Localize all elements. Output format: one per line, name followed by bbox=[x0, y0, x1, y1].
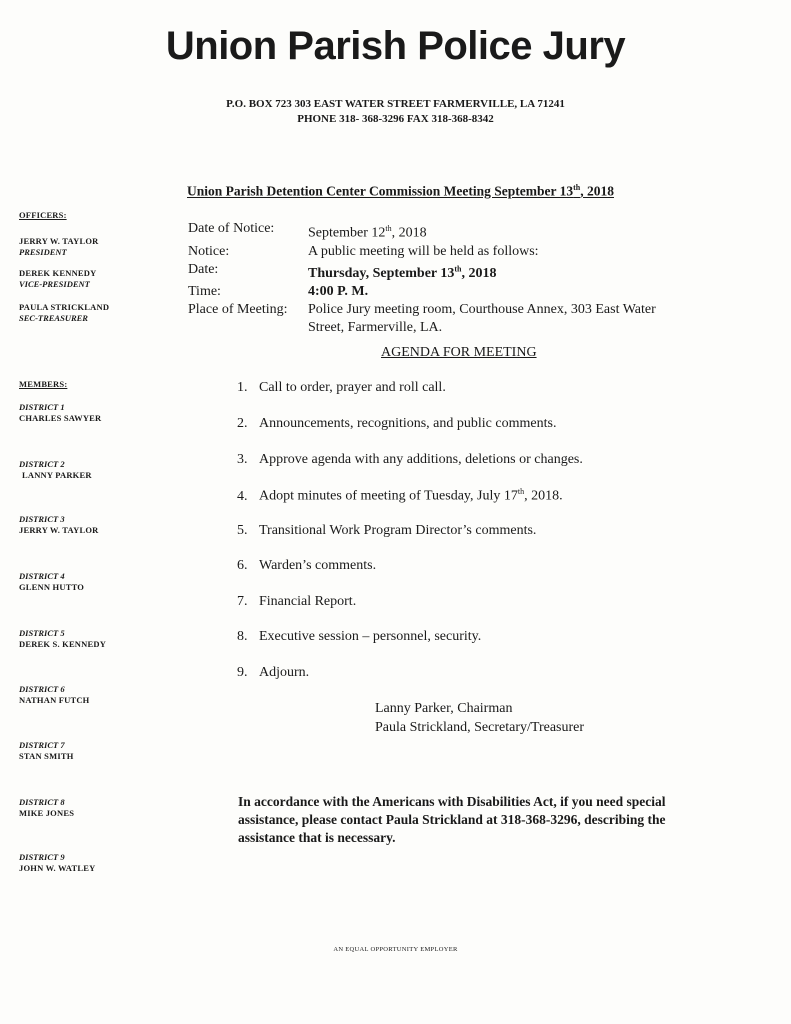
meeting-title-sup: th bbox=[573, 183, 581, 192]
agenda-item bbox=[237, 594, 356, 610]
member-district-6 bbox=[19, 684, 89, 706]
agenda-item-text: Warden’s comments. bbox=[259, 558, 377, 573]
notice-value: A public meeting will be held as follows: bbox=[308, 243, 539, 259]
member-name: NATHAN FUTCH bbox=[19, 695, 90, 705]
agenda-item-text: Announcements, recognitions, and public comments. bbox=[259, 416, 557, 431]
member-district-2 bbox=[19, 459, 92, 481]
officer-name: JERRY W. TAYLOR bbox=[19, 236, 99, 246]
officer-role: VICE-PRESIDENT bbox=[19, 279, 90, 289]
date-of-notice-sup: th bbox=[385, 224, 392, 233]
officer-name: PAULA STRICKLAND bbox=[19, 302, 110, 312]
notice-row-place bbox=[188, 301, 656, 319]
agenda-item-number: 6. bbox=[237, 558, 248, 573]
district-label: DISTRICT 7 bbox=[19, 740, 65, 750]
agenda-item-number: 7. bbox=[237, 594, 248, 609]
member-name: GLENN HUTTO bbox=[19, 582, 85, 592]
notice-label: Place of Meeting: bbox=[188, 302, 288, 318]
member-district-9 bbox=[19, 852, 95, 874]
notice-row-date-of-notice bbox=[188, 220, 656, 243]
agenda-item-number: 2. bbox=[237, 416, 248, 431]
agenda-item-text: Transitional Work Program Director’s comments. bbox=[259, 523, 537, 538]
agenda-item-sup: th bbox=[517, 487, 525, 496]
member-district-1 bbox=[19, 402, 101, 424]
agenda-item bbox=[237, 523, 536, 539]
agenda-item-text: Call to order, prayer and roll call. bbox=[259, 380, 446, 395]
member-name: JERRY W. TAYLOR bbox=[19, 525, 99, 535]
district-label: DISTRICT 5 bbox=[19, 628, 65, 638]
agenda-item-text: Adopt minutes of meeting of Tuesday, July 17 bbox=[259, 488, 518, 504]
ada-notice: In accordance with the Americans with Disabilities Act, if you need special assistance, please contact Paula Strickland at 318-368-3296, describing the assistance that is necessary. bbox=[238, 794, 666, 845]
meeting-title-year: , 2018 bbox=[580, 183, 614, 199]
notice-row-notice bbox=[188, 243, 656, 261]
member-name: DEREK S. KENNEDY bbox=[19, 639, 107, 649]
signature-secretary: Paula Strickland, Secretary/Treasurer bbox=[375, 720, 585, 735]
member-district-3 bbox=[19, 514, 98, 536]
notice-block bbox=[188, 220, 656, 337]
member-name: JOHN W. WATLEY bbox=[19, 863, 96, 873]
member-district-4 bbox=[19, 571, 84, 593]
notice-value: Police Jury meeting room, Courthouse Annex, 303 East Water bbox=[308, 302, 656, 318]
member-district-7 bbox=[19, 740, 74, 762]
district-label: DISTRICT 6 bbox=[19, 684, 65, 694]
agenda-item-text-end: , 2018. bbox=[524, 488, 563, 504]
member-name: CHARLES SAWYER bbox=[19, 413, 102, 423]
officer-name: DEREK KENNEDY bbox=[19, 268, 97, 278]
agenda-item-text: Approve agenda with any additions, deletions or changes. bbox=[259, 452, 583, 467]
agenda-item-text: Financial Report. bbox=[259, 594, 357, 609]
officer-role: PRESIDENT bbox=[19, 247, 67, 257]
notice-place-line2: Street, Farmerville, LA. bbox=[308, 320, 443, 336]
members-heading: MEMBERS: bbox=[19, 379, 68, 389]
notice-value bbox=[308, 261, 497, 284]
meeting-title-text: Union Parish Detention Center Commission Meeting September 13 bbox=[187, 183, 574, 199]
agenda-item bbox=[237, 380, 446, 396]
district-label: DISTRICT 1 bbox=[19, 402, 65, 412]
member-district-5 bbox=[19, 628, 106, 650]
agenda-item bbox=[237, 452, 583, 468]
notice-label: Date: bbox=[188, 261, 219, 277]
officer-role: SEC-TREASURER bbox=[19, 313, 88, 323]
notice-value bbox=[308, 220, 427, 243]
meeting-title bbox=[187, 183, 614, 200]
notice-label: Date of Notice: bbox=[188, 221, 275, 236]
agenda-item bbox=[237, 629, 481, 645]
notice-label: Notice: bbox=[188, 243, 230, 259]
officer-sec-treasurer bbox=[19, 302, 109, 324]
district-label: DISTRICT 9 bbox=[19, 852, 65, 862]
agenda-item bbox=[237, 665, 309, 681]
footer-eoe: AN EQUAL OPPORTUNITY EMPLOYER bbox=[333, 946, 458, 953]
notice-row-date bbox=[188, 261, 656, 284]
agenda-item-number: 9. bbox=[237, 665, 248, 680]
district-label: DISTRICT 3 bbox=[19, 514, 65, 524]
meeting-time: 4:00 P. M. bbox=[308, 284, 369, 300]
agenda-item bbox=[237, 416, 556, 432]
agenda-item bbox=[237, 558, 376, 574]
letterhead-phone: PHONE 318- 368-3296 FAX 318-368-8342 bbox=[297, 113, 494, 125]
agenda-item-number: 1. bbox=[237, 380, 248, 395]
member-name: LANNY PARKER bbox=[22, 470, 92, 480]
meeting-date-sup: th bbox=[454, 264, 462, 274]
agenda-item-text: Executive session – personnel, security. bbox=[259, 629, 482, 644]
meeting-date-year: , 2018 bbox=[461, 266, 497, 282]
officer-vice-president bbox=[19, 268, 96, 290]
member-name: STAN SMITH bbox=[19, 751, 74, 761]
officers-heading: OFFICERS: bbox=[19, 210, 67, 220]
district-label: DISTRICT 2 bbox=[19, 459, 65, 469]
agenda-item-number: 3. bbox=[237, 452, 248, 467]
agenda-item-text: Adjourn. bbox=[259, 665, 310, 680]
member-name: MIKE JONES bbox=[19, 808, 75, 818]
date-of-notice-text: September 12 bbox=[308, 225, 386, 241]
district-label: DISTRICT 4 bbox=[19, 571, 65, 581]
letterhead-address: P.O. BOX 723 303 EAST WATER STREET FARMERVILLE, LA 71241 bbox=[226, 98, 565, 110]
date-of-notice-year: , 2018 bbox=[391, 225, 427, 241]
agenda-item bbox=[237, 487, 563, 505]
agenda-heading: AGENDA FOR MEETING bbox=[381, 345, 537, 360]
notice-row-time bbox=[188, 283, 656, 301]
member-district-8 bbox=[19, 797, 74, 819]
notice-value bbox=[308, 283, 368, 301]
meeting-date-text: Thursday, September 13 bbox=[308, 266, 455, 282]
agenda-item-number: 8. bbox=[237, 629, 248, 644]
officer-president bbox=[19, 236, 98, 258]
signature-chairman: Lanny Parker, Chairman bbox=[375, 701, 513, 716]
agenda-item-number: 5. bbox=[237, 523, 248, 538]
district-label: DISTRICT 8 bbox=[19, 797, 65, 807]
letterhead-title: Union Parish Police Jury bbox=[165, 24, 626, 68]
notice-label: Time: bbox=[188, 284, 221, 300]
agenda-item-number: 4. bbox=[237, 488, 248, 504]
letterhead-address-block bbox=[0, 97, 791, 127]
